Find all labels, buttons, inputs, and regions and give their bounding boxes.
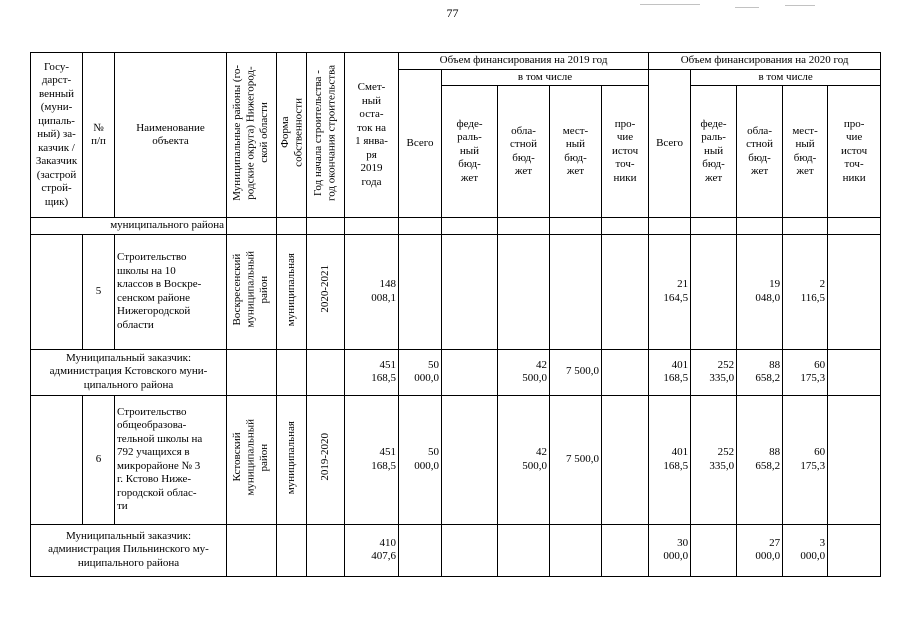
total-2019 [399, 234, 442, 349]
header-regional-2020: обла- стной бюд- жет [737, 86, 783, 218]
header-regional-2019: обла- стной бюд- жет [498, 86, 550, 218]
federal-2020: 252 335,0 [691, 349, 737, 395]
scan-artifact [785, 5, 815, 6]
scan-artifact [735, 7, 759, 8]
total-2019 [399, 524, 442, 576]
district-name: Воскресенский муниципальный район [231, 250, 271, 328]
federal-2020 [691, 234, 737, 349]
table-row-object-6 [31, 395, 881, 524]
federal-2020 [691, 524, 737, 576]
local-2020: 2 116,5 [783, 234, 828, 349]
header-federal-2020: феде- раль- ный бюд- жет [691, 86, 737, 218]
total-2019: 50 000,0 [399, 349, 442, 395]
row-num: 6 [83, 395, 115, 524]
local-2019: 7 500,0 [550, 349, 602, 395]
regional-2019 [498, 524, 550, 576]
other-2020 [828, 395, 881, 524]
other-2020 [828, 349, 881, 395]
estimated-balance: 451 168,5 [345, 349, 399, 395]
table-row-object-5 [31, 234, 881, 349]
construction-years: 2019-2020 [318, 433, 331, 482]
header-incl-2019: в том числе [442, 69, 649, 86]
local-2019: 7 500,0 [550, 395, 602, 524]
header-total-2019: Всего [399, 69, 442, 218]
header-customer: Госу- дарст- венный (муни- ципаль- ный) за- казчик / Заказчик (застрой строй- щик) [31, 53, 83, 218]
row-num: 5 [83, 234, 115, 349]
ownership-form: муниципальная [284, 420, 297, 494]
local-2020: 60 175,3 [783, 349, 828, 395]
customer-label: Муниципальный заказчик: администрация Кстовского муни- ципального района [31, 349, 227, 395]
local-2019 [550, 234, 602, 349]
total-2020: 401 168,5 [649, 395, 691, 524]
federal-2019 [442, 234, 498, 349]
header-years: Год начала строительства - год окончания строительства [312, 64, 338, 201]
object-name: Строительство общеобразова- тельной школы на 792 учащихся в микрорайоне № 3 г. Кстово Ниже- городской облас- ти [115, 395, 227, 524]
table-row-customer [31, 524, 881, 576]
regional-2020: 88 658,2 [737, 349, 783, 395]
total-2020: 401 168,5 [649, 349, 691, 395]
total-2020: 21 164,5 [649, 234, 691, 349]
local-2020: 60 175,3 [783, 395, 828, 524]
financing-table [30, 52, 881, 577]
regional-2020: 19 048,0 [737, 234, 783, 349]
federal-2020: 252 335,0 [691, 395, 737, 524]
header-federal-2019: феде- раль- ный бюд- жет [442, 86, 498, 218]
header-local-2019: мест- ный бюд- жет [550, 86, 602, 218]
estimated-balance: 410 407,6 [345, 524, 399, 576]
local-2020: 3 000,0 [783, 524, 828, 576]
total-2019: 50 000,0 [399, 395, 442, 524]
carry-text: муниципального района [31, 218, 227, 235]
object-name: Строительство школы на 10 классов в Воскре- сенском районе Нижегородской области [115, 234, 227, 349]
carry-row [31, 218, 881, 235]
scan-artifact [640, 4, 700, 5]
other-2019 [602, 395, 649, 524]
header-other-2020: про- чие источ точ- ники [828, 86, 881, 218]
header-incl-2020: в том числе [691, 69, 881, 86]
header-local-2020: мест- ный бюд- жет [783, 86, 828, 218]
other-2020 [828, 524, 881, 576]
header-fin-2019: Объем финансирования на 2019 год [399, 53, 649, 70]
regional-2019 [498, 234, 550, 349]
ownership-form: муниципальная [284, 252, 297, 326]
federal-2019 [442, 349, 498, 395]
header-other-2019: про- чие источ точ- ники [602, 86, 649, 218]
other-2019 [602, 234, 649, 349]
local-2019 [550, 524, 602, 576]
other-2020 [828, 234, 881, 349]
construction-years: 2020-2021 [318, 265, 331, 314]
regional-2019: 42 500,0 [498, 395, 550, 524]
regional-2020: 88 658,2 [737, 395, 783, 524]
table-row-customer [31, 349, 881, 395]
regional-2020: 27 000,0 [737, 524, 783, 576]
total-2020: 30 000,0 [649, 524, 691, 576]
header-ownership: Форма собственности [279, 98, 305, 168]
regional-2019: 42 500,0 [498, 349, 550, 395]
estimated-balance: 148 008,1 [345, 234, 399, 349]
header-district: Муниципальные районы (го- родские округа) Нижегород- ской области [231, 64, 271, 201]
header-name: Наименование объекта [115, 53, 227, 218]
estimated-balance: 451 168,5 [345, 395, 399, 524]
other-2019 [602, 524, 649, 576]
page-number: 77 [446, 6, 459, 20]
header-balance: Смет- ный оста- ток на 1 янва- ря 2019 года [345, 53, 399, 218]
federal-2019 [442, 524, 498, 576]
header-total-2020: Всего [649, 69, 691, 218]
header-num: № п/п [83, 53, 115, 218]
district-name: Кстовский муниципальный район [231, 418, 271, 496]
header-fin-2020: Объем финансирования на 2020 год [649, 53, 881, 70]
customer-label: Муниципальный заказчик: администрация Пильнинского му- ниципального района [31, 524, 227, 576]
other-2019 [602, 349, 649, 395]
federal-2019 [442, 395, 498, 524]
